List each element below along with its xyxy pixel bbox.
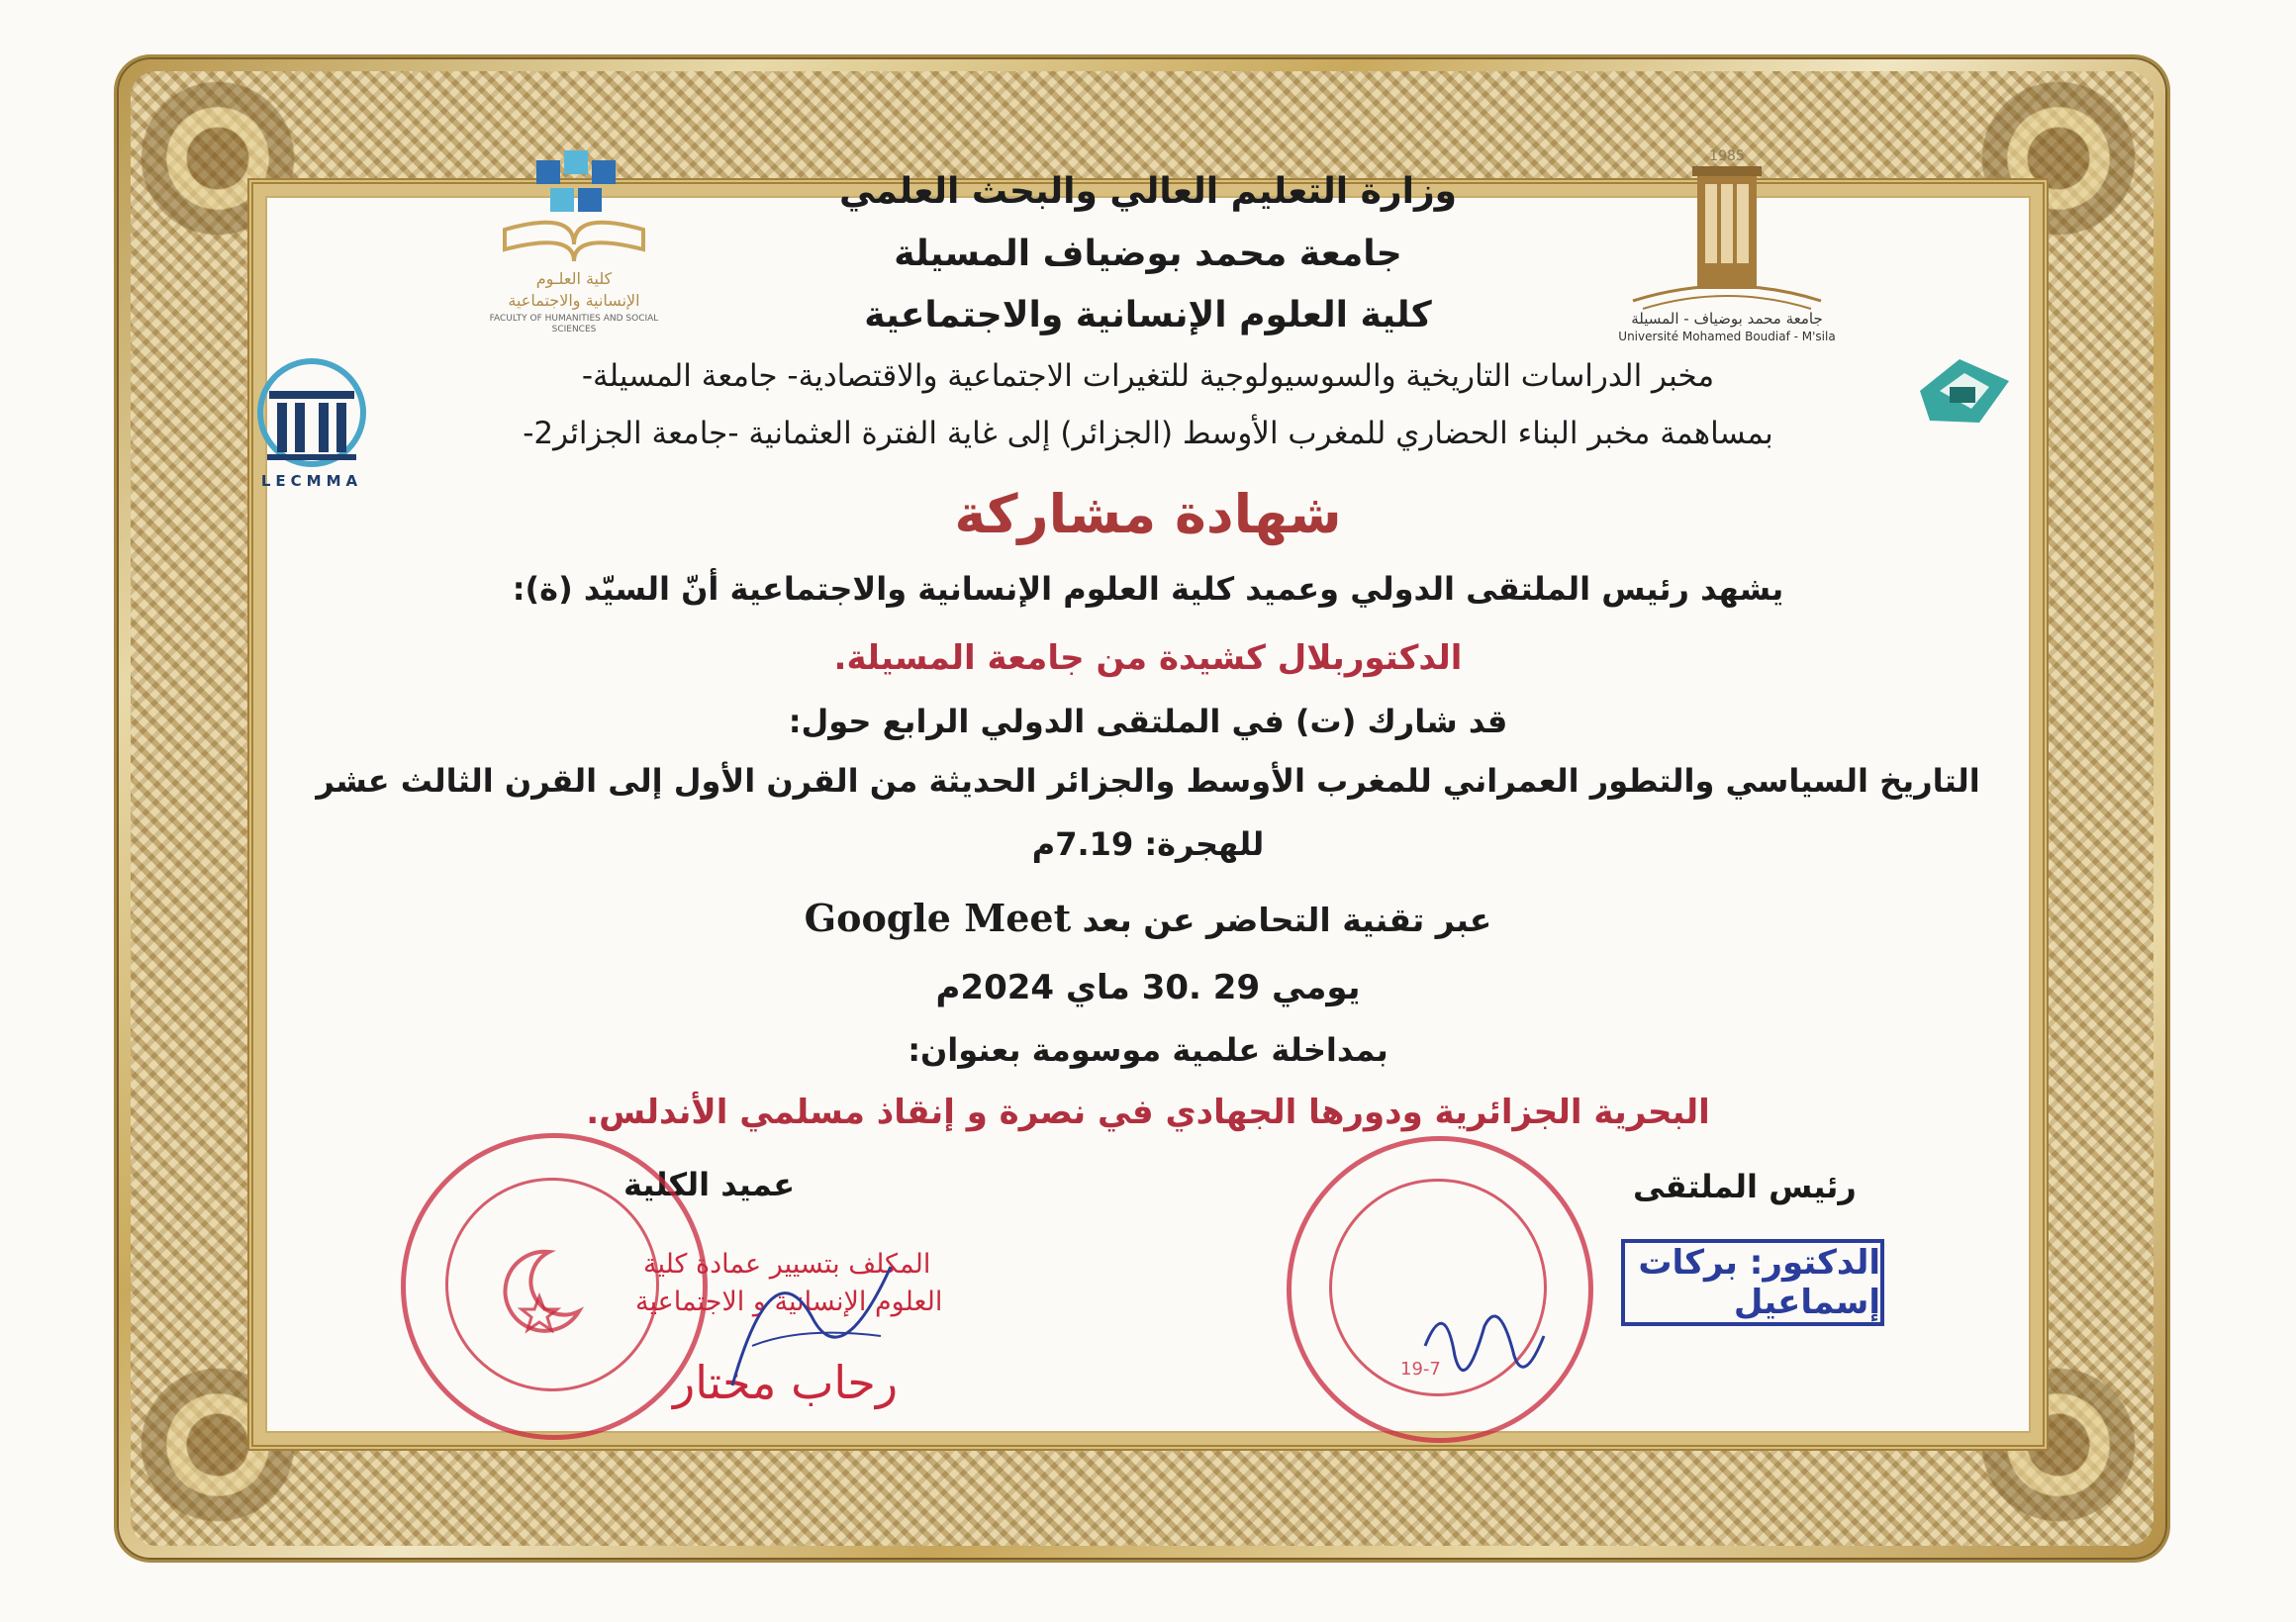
ministry-name: وزارة التعليم العالي والبحث العلمي <box>838 171 1458 212</box>
participation-text: قد شارك (ت) في الملتقى الدولي الرابع حول: <box>788 703 1508 740</box>
dean-delegate-text: المكلف بتسيير عمادة كلية <box>643 1249 931 1280</box>
dean-signature <box>713 1227 910 1425</box>
conference-topic: التاريخ السياسي والتطور العمراني للمغرب الأوسط والجزائر الحديثة من القرن الأول إلى القرن الثالث عشر <box>316 762 1980 800</box>
delivery-mode-text: عبر تقنية التحاضر عن بعد <box>1082 901 1492 939</box>
lecmma-logo-label: LECMMA <box>260 472 363 490</box>
paper-title: البحرية الجزائرية ودورها الجهادي في نصرة و إنقاذ مسلمي الأندلس. <box>586 1093 1710 1132</box>
faculty-name: كلية العلوم الإنسانية والاجتماعية <box>864 295 1432 335</box>
president-name-stamp: الدكتور: بركات إسماعيل <box>1621 1239 1884 1326</box>
algeria-crescent-icon <box>401 1133 698 1430</box>
faculty-logo-name-en: FACULTY OF HUMANITIES AND SOCIAL SCIENCES <box>489 314 659 334</box>
lab-organizer: مخبر الدراسات التاريخية والسوسيولوجية للتغيرات الاجتماعية والاقتصادية- جامعة المسيلة- <box>581 358 1715 394</box>
dean-name: رحاب مختار <box>673 1356 899 1409</box>
certificate-title: شهادة مشاركة <box>954 483 1342 545</box>
university-logo-name-fr: Université Mohamed Boudiaf - M'sila <box>1618 330 1836 343</box>
president-label: رئيس الملتقى <box>1633 1168 1857 1205</box>
university-logo-name-ar: جامعة محمد بوضياف - المسيلة <box>1631 310 1823 328</box>
paper-intro: بمداخلة علمية موسومة بعنوان: <box>908 1031 1388 1069</box>
faculty-logo-name-ar-2: الإنسانية والاجتماعية <box>508 291 640 310</box>
university-name: جامعة محمد بوضياف المسيلة <box>894 234 1402 274</box>
dean-delegate-text-2: العلوم الإنسانية و الاجتماعية <box>635 1287 943 1317</box>
platform-name: Google Meet <box>804 896 1072 940</box>
delivery-mode <box>0 896 2296 940</box>
faculty-logo-name-ar-1: كلية العلـوم <box>535 269 613 288</box>
stamp-date: 19-7 <box>1400 1359 1441 1380</box>
lab-partner: بمساهمة مخبر البناء الحضاري للمغرب الأوسط (الجزائر) إلى غاية الفترة العثمانية -جامعة الجزائر2- <box>523 416 1773 451</box>
president-signature <box>1405 1287 1564 1405</box>
attestation-text: يشهد رئيس الملتقى الدولي وعميد كلية العلوم الإنسانية والاجتماعية أنّ السيّد (ة): <box>512 570 1784 608</box>
university-logo-year: 1985 <box>1709 148 1745 164</box>
participant-name: الدكتوربلال كشيدة من جامعة المسيلة. <box>833 638 1463 678</box>
conference-dates: يومي 29 .30 ماي 2024م <box>935 968 1361 1007</box>
dean-label: عميد الكلية <box>623 1166 796 1203</box>
conference-topic-dates: للهجرة: 7.19م <box>1031 825 1265 863</box>
